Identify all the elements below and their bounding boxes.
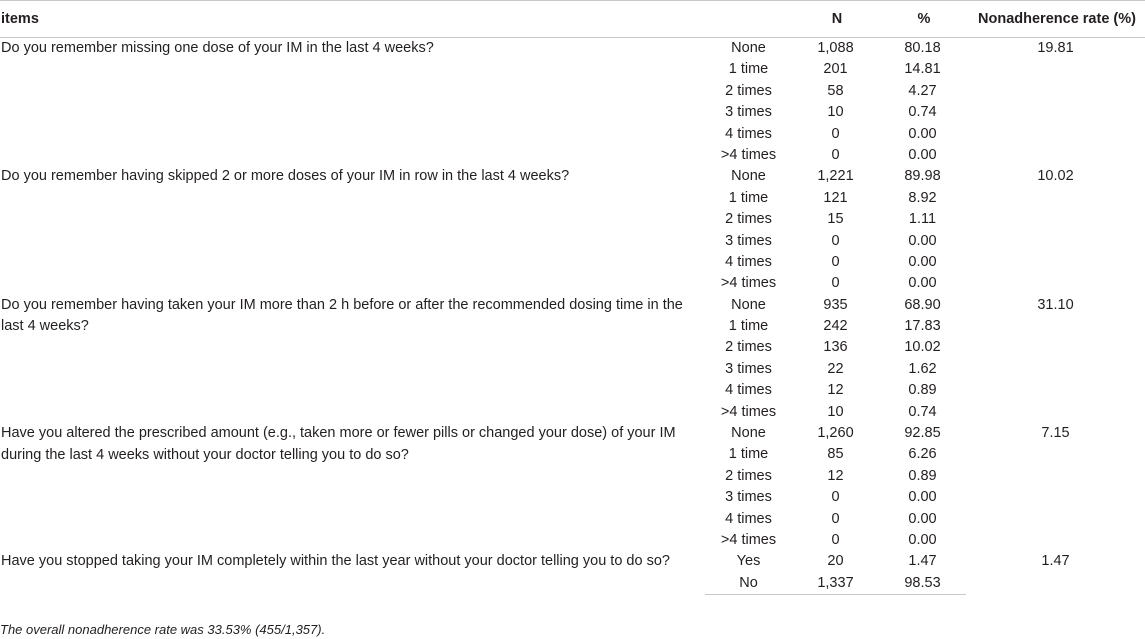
response-count: 0 — [831, 275, 840, 292]
response-percent: 0.89 — [908, 382, 937, 399]
response-percent: 8.92 — [908, 189, 937, 206]
response-percent: 0.74 — [908, 403, 937, 420]
question-text: Have you altered the prescribed amount (e.g., taken more or fewer pills or changed your dose) of your IM during the last 4 weeks without your doctor telling you to do so? — [1, 425, 676, 463]
response-option: 1 time — [728, 446, 769, 463]
response-percent: 0.00 — [908, 510, 937, 527]
response-percent: 10.02 — [904, 339, 941, 356]
response-count: 22 — [827, 360, 844, 377]
response-percent: 0.00 — [908, 146, 937, 163]
response-percent: 89.98 — [904, 168, 941, 185]
table-body — [0, 38, 1145, 595]
response-option: None — [731, 168, 766, 185]
response-percent: 0.89 — [908, 467, 937, 484]
table-row — [0, 166, 1145, 187]
response-option: >4 times — [720, 275, 777, 292]
response-option: 4 times — [725, 382, 772, 399]
response-option: 2 times — [725, 211, 772, 228]
response-percent: 68.90 — [904, 296, 941, 313]
response-percent: 0.00 — [908, 253, 937, 270]
response-option: None — [731, 425, 766, 442]
nonadherence-rate: 10.02 — [1037, 168, 1074, 185]
response-count: 1,221 — [817, 168, 854, 185]
response-option: 4 times — [725, 510, 772, 527]
response-count: 0 — [831, 125, 840, 142]
question-text: Do you remember having skipped 2 or more doses of your IM in row in the last 4 weeks? — [1, 168, 570, 185]
header-percent: % — [879, 1, 966, 38]
response-count: 935 — [823, 296, 848, 313]
response-count: 1,088 — [817, 40, 854, 56]
response-option: None — [731, 296, 766, 313]
table-row — [0, 295, 1145, 316]
nonadherence-rate: 19.81 — [1037, 40, 1074, 56]
response-option: 3 times — [725, 360, 772, 377]
table-footnote: The overall nonadherence rate was 33.53% (455/1,357). — [0, 622, 326, 637]
response-count: 242 — [823, 318, 848, 335]
response-option: Yes — [736, 553, 761, 570]
response-option: 1 time — [728, 61, 769, 78]
response-percent: 0.00 — [908, 275, 937, 292]
response-count: 0 — [831, 232, 840, 249]
response-percent: 4.27 — [908, 82, 937, 99]
response-option: 3 times — [725, 232, 772, 249]
response-percent: 1.11 — [908, 211, 937, 228]
response-count: 121 — [823, 189, 848, 206]
header-nonadherence-rate: Nonadherence rate (%) — [966, 1, 1145, 38]
header-n: N — [792, 1, 879, 38]
response-percent: 0.74 — [908, 104, 937, 121]
response-option: 3 times — [725, 489, 772, 506]
response-percent: 0.00 — [908, 125, 937, 142]
response-count: 0 — [831, 531, 840, 548]
response-option: 1 time — [728, 189, 769, 206]
response-count: 1,260 — [817, 425, 854, 442]
response-count: 12 — [827, 467, 844, 484]
table-row — [0, 423, 1145, 444]
response-percent: 80.18 — [904, 40, 941, 56]
table-row — [0, 38, 1145, 60]
response-option: No — [705, 573, 792, 595]
header-row — [0, 1, 1145, 38]
response-percent: 0.00 — [908, 232, 937, 249]
header-option — [705, 1, 792, 38]
response-option: 2 times — [725, 339, 772, 356]
response-count: 0 — [831, 253, 840, 270]
response-option: 4 times — [725, 125, 772, 142]
response-option: 3 times — [725, 104, 772, 121]
response-option: 4 times — [725, 253, 772, 270]
nonadherence-rate: 1.47 — [1041, 553, 1070, 570]
response-count: 10 — [827, 403, 844, 420]
response-option: None — [731, 40, 766, 56]
response-percent: 6.26 — [908, 446, 937, 463]
response-count: 15 — [827, 211, 844, 228]
response-count: 0 — [831, 510, 840, 527]
response-percent: 14.81 — [904, 61, 941, 78]
response-count: 201 — [823, 61, 848, 78]
response-option: 2 times — [725, 82, 772, 99]
response-percent: 98.53 — [879, 573, 966, 595]
response-count: 12 — [827, 382, 844, 399]
response-option: >4 times — [720, 531, 777, 548]
response-count: 0 — [831, 489, 840, 506]
response-option: >4 times — [720, 146, 777, 163]
response-count: 85 — [827, 446, 844, 463]
table-row — [0, 551, 1145, 572]
response-percent: 0.00 — [908, 489, 937, 506]
response-percent: 1.62 — [908, 360, 937, 377]
response-option: 1 time — [728, 318, 769, 335]
response-count: 10 — [827, 104, 844, 121]
response-option: >4 times — [720, 403, 777, 420]
response-percent: 17.83 — [904, 318, 941, 335]
question-text: Have you stopped taking your IM completely within the last year without your doctor telling you to do so? — [1, 553, 670, 570]
response-percent: 1.47 — [908, 553, 937, 570]
question-text: Do you remember having taken your IM more than 2 h before or after the recommended dosing time in the last 4 weeks? — [1, 296, 683, 335]
response-option: 2 times — [725, 467, 772, 484]
nonadherence-rate: 31.10 — [1037, 296, 1074, 313]
nonadherence-rate: 7.15 — [1041, 425, 1070, 442]
response-count: 1,337 — [792, 573, 879, 595]
response-count: 58 — [827, 82, 844, 99]
response-count: 20 — [827, 553, 844, 570]
response-count: 136 — [823, 339, 848, 356]
question-text: Do you remember missing one dose of your IM in the last 4 weeks? — [1, 40, 434, 56]
response-percent: 92.85 — [904, 425, 941, 442]
response-percent: 0.00 — [908, 531, 937, 548]
response-count: 0 — [831, 146, 840, 163]
header-items: items — [0, 1, 705, 38]
